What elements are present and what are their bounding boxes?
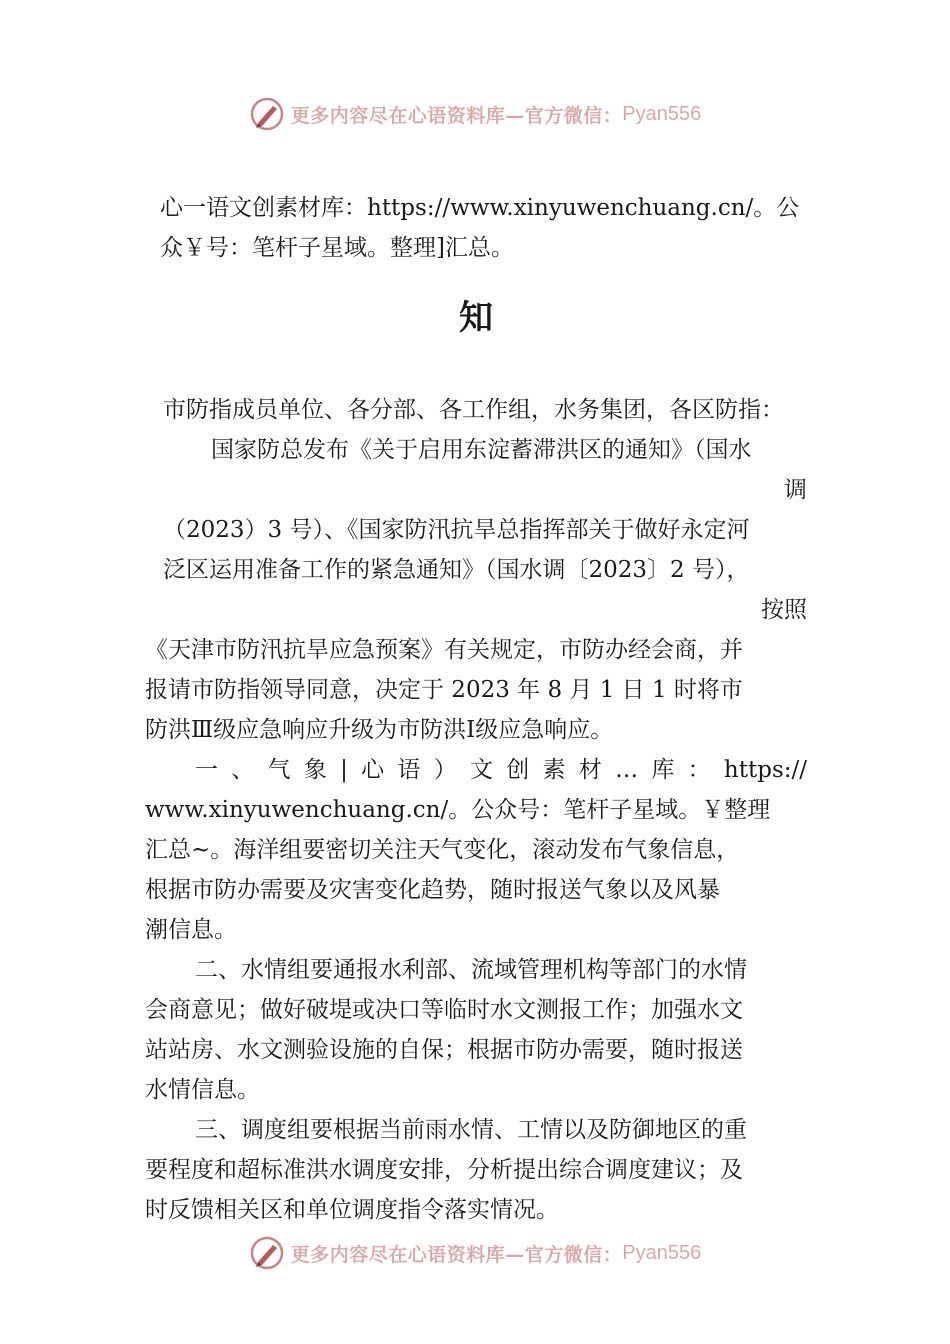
pen-logo-icon [249,1235,285,1271]
document-title: 知 [459,298,493,338]
paragraph-3-line-4: 水情信息。 [145,1077,260,1103]
paragraph-1-line-5: 按照 [761,597,807,623]
header-watermark [0,94,950,134]
addressee: 市防指成员单位、各分部、各工作组，水务集团，各区防指： [163,397,784,423]
paragraph-2-line-2: www.xinyuwenchuang.cn/。公众号：笔杆子星域。￥整理 [145,797,771,823]
paragraph-1-line-8: 防洪Ⅲ级应急响应升级为市防洪Ⅰ级应急响应。 [145,717,614,743]
paragraph-1-line-7: 报请市防指领导同意，决定于 2023 年 8 月 1 日 1 时将市 [145,677,743,703]
footer-watermark-text: 更多内容尽在心语资料库—官方微信： [290,1243,623,1266]
paragraph-3-line-3: 站站房、水文测验设施的自保；根据市防办需要，随时报送 [145,1037,743,1063]
paragraph-2-line-4: 根据市防办需要及灾害变化趋势，随时报送气象以及风暴 [145,877,720,903]
paragraph-1-line-2: 调 [784,477,807,503]
pen-logo-icon [249,96,285,132]
paragraph-4-line-3: 时反馈相关区和单位调度指令落实情况。 [145,1197,559,1223]
paragraph-3-line-2: 会商意见；做好破堤或决口等临时水文测报工作；加强水文 [145,997,743,1023]
paragraph-4-line-2: 要程度和超标准洪水调度安排，分析提出综合调度建议；及 [145,1157,743,1183]
paragraph-4-line-1: 三、调度组要根据当前雨水情、工情以及防御地区的重 [195,1117,747,1143]
footer-watermark [0,1233,950,1273]
paragraph-2-line-1: 一、气象|心语）文创素材…库：https:// [195,757,807,783]
intro-line-1: 心一语文创素材库：https://www.xinyuwenchuang.cn/。公 [160,195,800,221]
paragraph-1-line-4: 泛区运用准备工作的紧急通知》（国水调〔2023〕2 号）， [163,557,750,583]
header-watermark-text: 更多内容尽在心语资料库—官方微信： [290,104,623,127]
document-body [145,188,807,1230]
paragraph-1-line-6: 《天津市防汛抗旱应急预案》有关规定，市防办经会商，并 [145,637,743,663]
paragraph-2-line-5: 潮信息。 [145,917,237,943]
intro-line-2: 众￥号：笔杆子星域。整理]汇总。 [160,235,514,261]
paragraph-1-line-1: 国家防总发布《关于启用东淀蓄滞洪区的通知》（国水 [211,437,752,463]
header-watermark-id: Pyan556 [622,102,702,125]
footer-watermark-id: Pyan556 [622,1241,702,1264]
paragraph-1-line-3: （2023）3 号）、《国家防汛抗旱总指挥部关于做好永定河 [163,517,750,543]
paragraph-2-line-3: 汇总~。海洋组要密切关注天气变化，滚动发布气象信息， [145,837,740,863]
paragraph-3-line-1: 二、水情组要通报水利部、流域管理机构等部门的水情 [195,957,747,983]
